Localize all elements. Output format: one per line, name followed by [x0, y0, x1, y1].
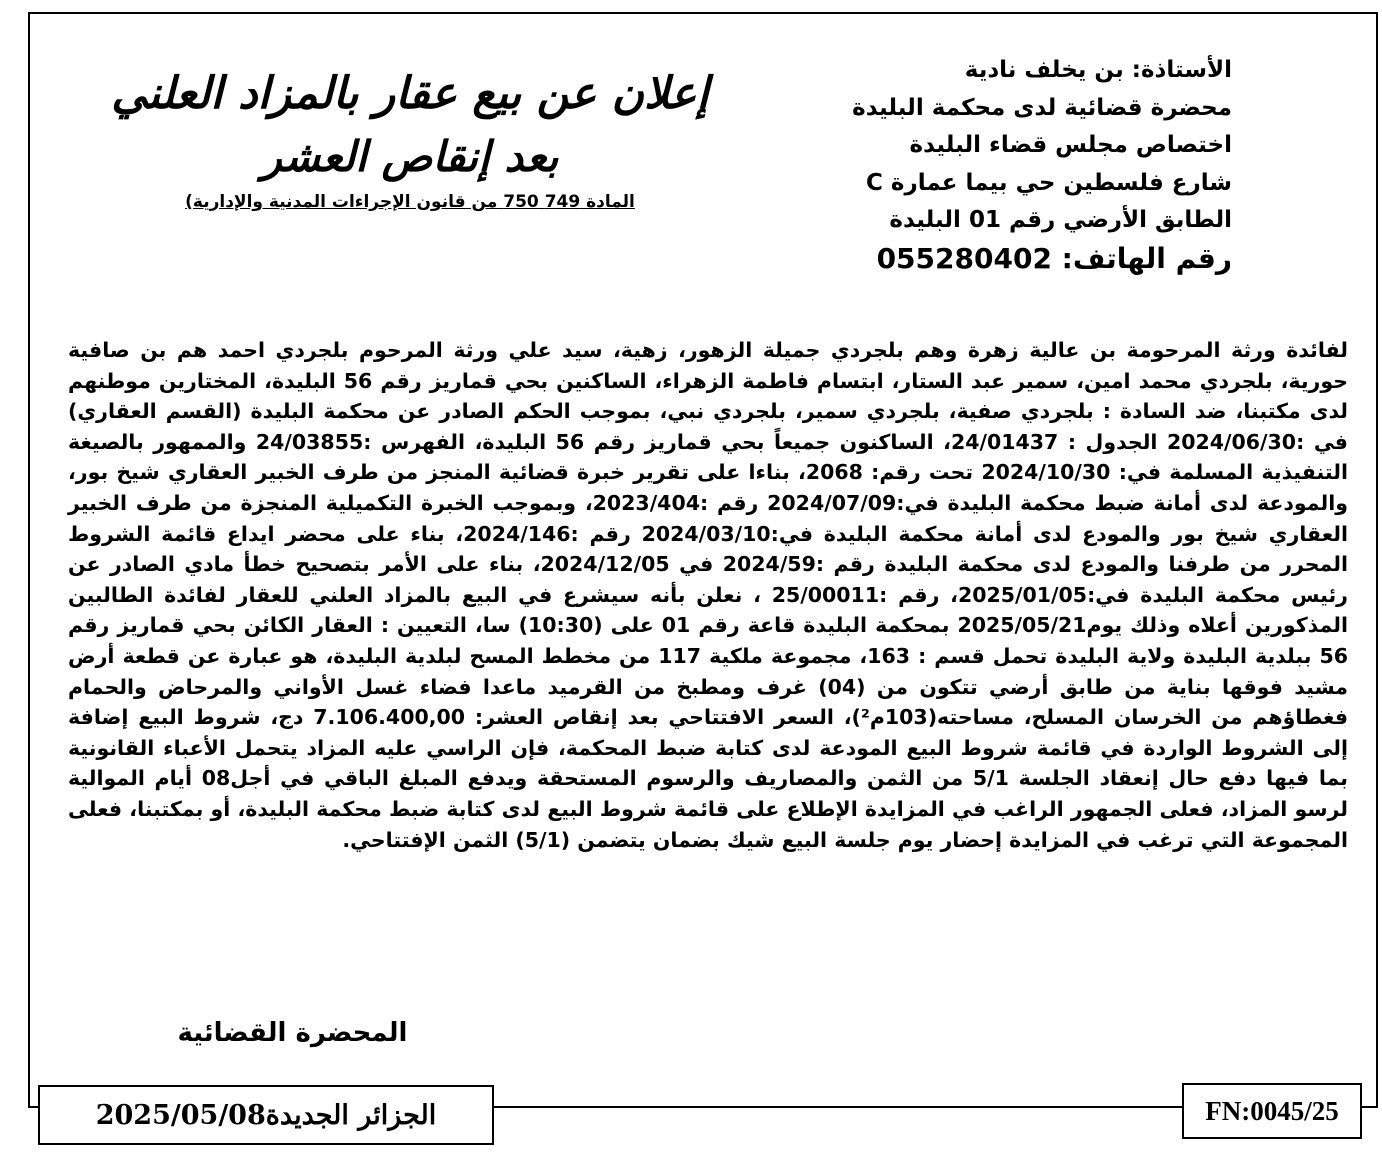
newspaper-date: الجزائر الجديدة2025/05/08	[95, 1099, 437, 1131]
newspaper-date-box	[38, 1085, 494, 1145]
phone-line	[672, 240, 1232, 278]
address-floor: الطابق الأرضي رقم 01 البليدة	[889, 207, 1232, 233]
bailiff-jurisdiction: اختصاص مجلس قضاء البليدة	[909, 132, 1232, 158]
phone-number: 055280402	[876, 241, 1052, 275]
legal-reference: المادة 749 750 من قانون الإجراءات المدنية والإدارية)	[185, 192, 635, 212]
signature: المحضرة القضائية	[177, 1018, 408, 1048]
notice-title: إعلان عن بيع عقار بالمزاد العلني	[111, 68, 709, 119]
notice-title-block	[60, 62, 760, 212]
notice-body: لفائدة ورثة المرحومة بن عالية زهرة وهم بلجردي جميلة الزهور، زهية، سيد علي ورثة المرحوم بلجردي احمد هم بن صافية حورية، بلجردي محمد امين، سمير عبد الستار، ابتسام فاطمة الزهراء، الساكنين بحي قماريز رقم 56 البليدة، المختارين موطنهم لدى مكتبنا، ضد السادة : بلجردي صفية، بلجردي سمير، بلجردي نبي، بموجب الحكم الصادر عن محكمة البليدة (القسم العقاري) في :2024/06/30 الجدول : 24/01437، الساكنون جميعاً بحي قماريز رقم 56 البليدة، الفهرس :24/03855 والممهور بالصيغة التنفيذية المسلمة في: 2024/10/30 تحت رقم: 2068، بناءا على تقرير خبرة قضائية المنجز من طرف الخبير العقاري شيخ بور، والمودعة لدى أمانة ضبط محكمة البليدة في:2024/07/09 رقم :2023/404، وبموجب الخبرة التكميلية المنجزة من طرف الخبير العقاري شيخ بور والمودع لدى أمانة محكمة البليدة في:2024/03/10 رقم :2024/146، بناء على محضر ايداع قائمة الشروط المحرر من طرفنا والمودع لدى محكمة البليدة رقم :2024/59 في 2024/12/05، بناء على الأمر بتصحيح خطأ مادي الصادر عن رئيس محكمة البليدة في:2025/01/05، رقم :25/00011 ، نعلن بأنه سيشرع في البيع بالمزاد العلني للعقار لفائدة الطالبين المذكورين أعلاه وذلك يوم2025/05/21 بمحكمة البليدة قاعة رقم 01 على (10:30) سا، التعيين : العقار الكائن بحي قماريز رقم 56 ببلدية البليدة ولاية البليدة تحمل قسم : 163، مجموعة ملكية 117 من مخطط المسح لبلدية البليدة، هو عبارة عن قطعة أرض مشيد فوقها بناية من طابق أرضي تتكون من (04) غرف ومطبخ من القرميد ماعدا فضاء غسل الأواني والمرحاض والحمام فغطاؤهم من الخرسان المسلح، مساحته(103م²)، السعر الافتتاحي بعد إنقاص العشر: 7.106.400,00 دج، شروط البيع إضافة إلى الشروط الواردة في قائمة شروط البيع المودعة لدى كتابة ضبط المحكمة، فإن الراسي عليه المزاد يتحمل الأعباء القانونية بما فيها دفع حال إنعقاد الجلسة 5/1 من الثمن والمصاريف والرسوم المستحقة ويدفع المبلغ الباقي في أجل08 أيام الموالية لرسو المزاد، فعلى الجمهور الراغب في المزايدة الإطلاع على قائمة شروط البيع لدى كتابة ضبط محكمة البليدة، أو بمكتبنا، فعلى المجموعة التي ترغب في المزايدة إحضار يوم جلسة البيع شيك بضمان يتضمن (5/1) الثمن الإفتتاحي.	[68, 338, 1349, 852]
bailiff-name: الأستاذة: بن يخلف نادية	[964, 57, 1232, 83]
file-number-box	[1182, 1083, 1362, 1139]
bailiff-office: محضرة قضائية لدى محكمة البليدة	[852, 94, 1232, 121]
address-street: شارع فلسطين حي بيما عمارة C	[866, 169, 1232, 196]
phone-label: رقم الهاتف:	[1061, 241, 1232, 275]
notice-title-line2: بعد إنقاص العشر	[261, 132, 559, 181]
file-number: FN:0045/25	[1205, 1095, 1339, 1126]
